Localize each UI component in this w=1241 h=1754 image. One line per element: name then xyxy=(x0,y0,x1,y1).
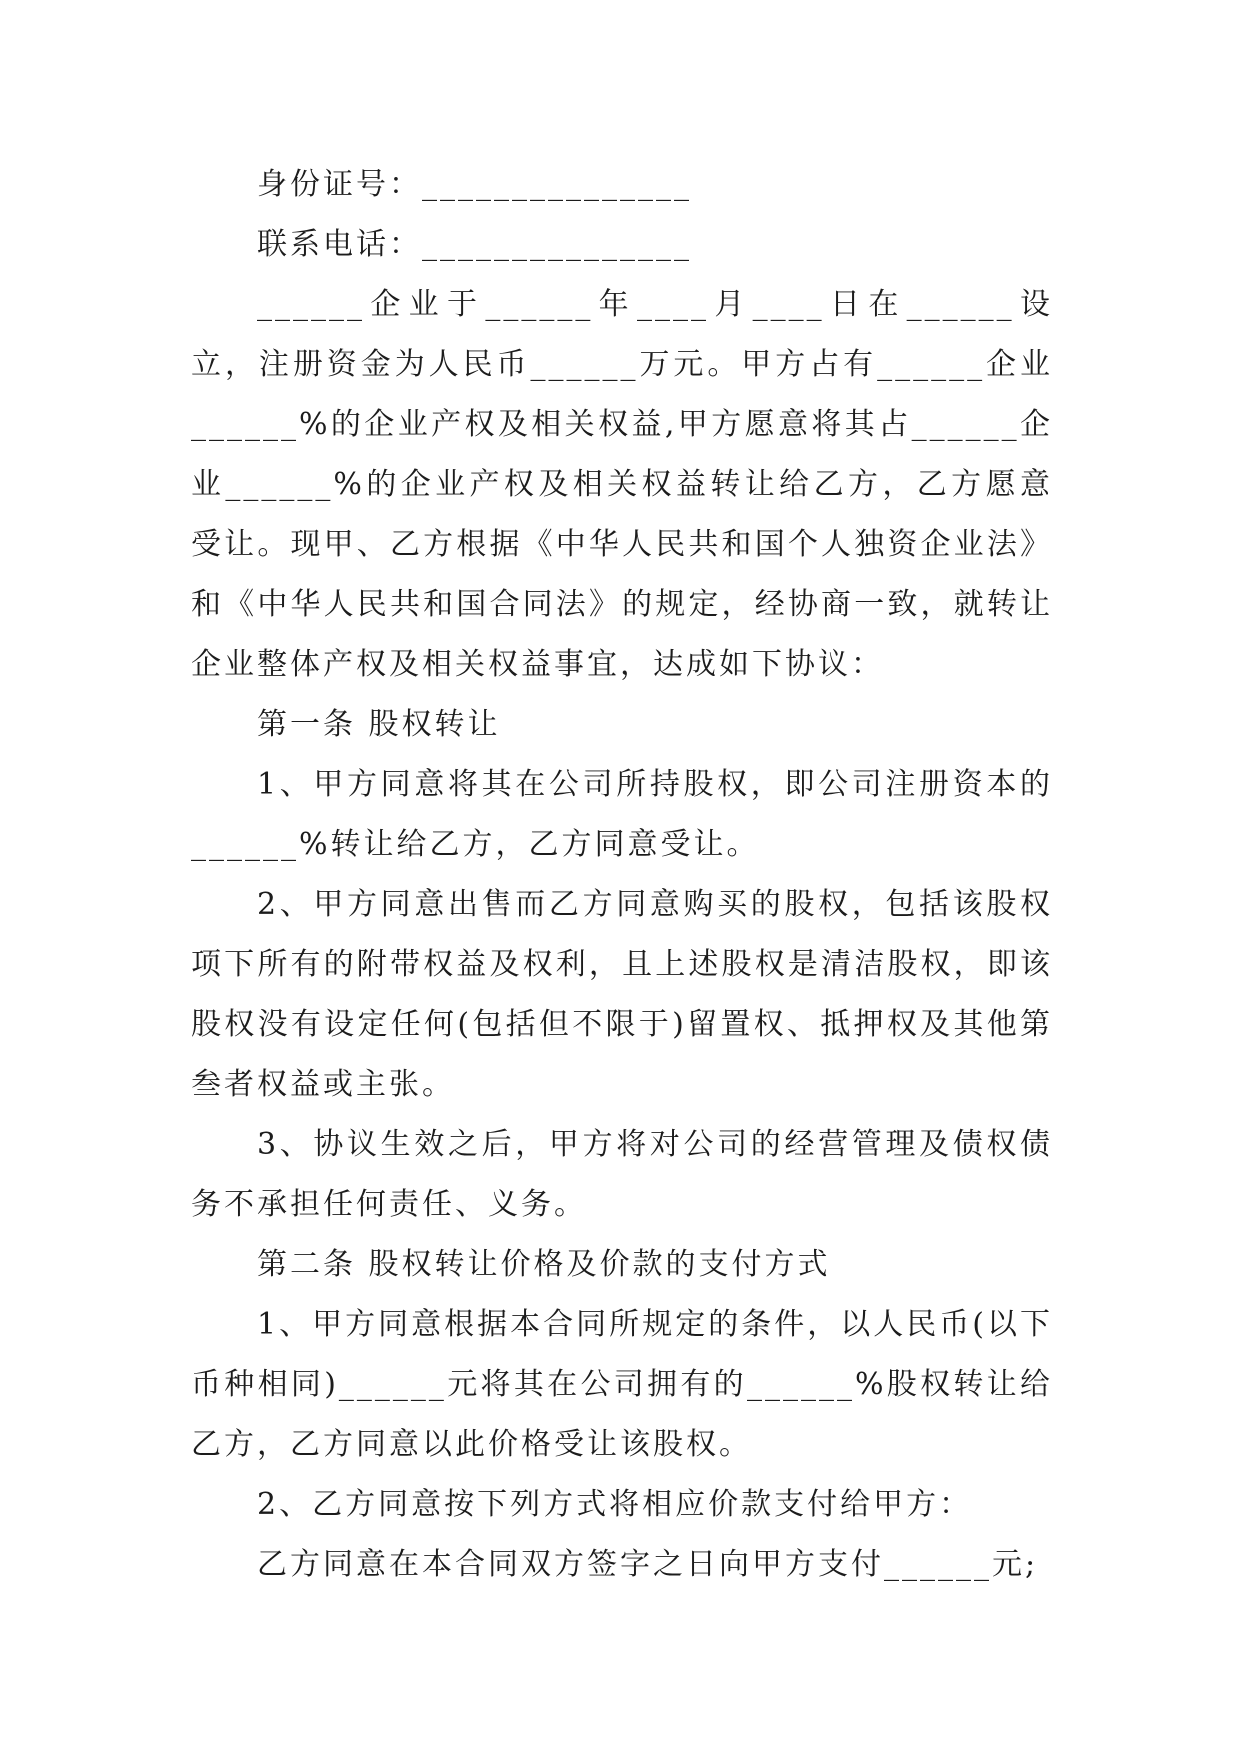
intro-paragraph: ______企业于______年____月____日在______设立，注册资金为人民币______万元。甲方占有______企业______%的企业产权及相关权益,甲方愿意将其占______企业______%的企业产权及相关权益转让给乙方，乙方愿意受让。现甲、乙方根据《中华人民共和国个人独资企业法》和《中华人民共和国合同法》的规定，经协商一致，就转让企业整体产权及相关权益事宜，达成如下协议： xyxy=(191,287,1053,682)
article-1-clause-1: 1、甲方同意将其在公司所持股权，即公司注册资本的______%转让给乙方，乙方同意受让。 xyxy=(191,767,1053,862)
phone-label: 联系电话： xyxy=(257,227,422,262)
phone-blank: _______________ xyxy=(422,227,692,262)
id-number-line xyxy=(191,155,1053,215)
article-1-clause-2: 2、甲方同意出售而乙方同意购买的股权，包括该股权项下所有的附带权益及权利，且上述股权是清洁股权，即该股权没有设定任何(包括但不限于)留置权、抵押权及其他第叁者权益或主张。 xyxy=(191,887,1053,1102)
id-number-label: 身份证号： xyxy=(257,167,422,202)
document-body xyxy=(191,155,1053,1595)
article-1-heading: 第一条 股权转让 xyxy=(257,707,501,742)
article-2-clause-2: 2、乙方同意按下列方式将相应价款支付给甲方： xyxy=(257,1487,973,1522)
article-1-clause-3: 3、协议生效之后，甲方将对公司的经营管理及债权债务不承担任何责任、义务。 xyxy=(191,1127,1053,1222)
phone-line xyxy=(191,215,1053,275)
article-2-clause-1: 1、甲方同意根据本合同所规定的条件，以人民币(以下币种相同)______元将其在公司拥有的______%股权转让给乙方，乙方同意以此价格受让该股权。 xyxy=(191,1307,1053,1462)
article-2-heading: 第二条 股权转让价格及价款的支付方式 xyxy=(257,1247,831,1282)
id-number-blank: _______________ xyxy=(422,167,692,202)
payment-terms-line: 乙方同意在本合同双方签字之日向甲方支付______元; xyxy=(257,1547,1039,1582)
